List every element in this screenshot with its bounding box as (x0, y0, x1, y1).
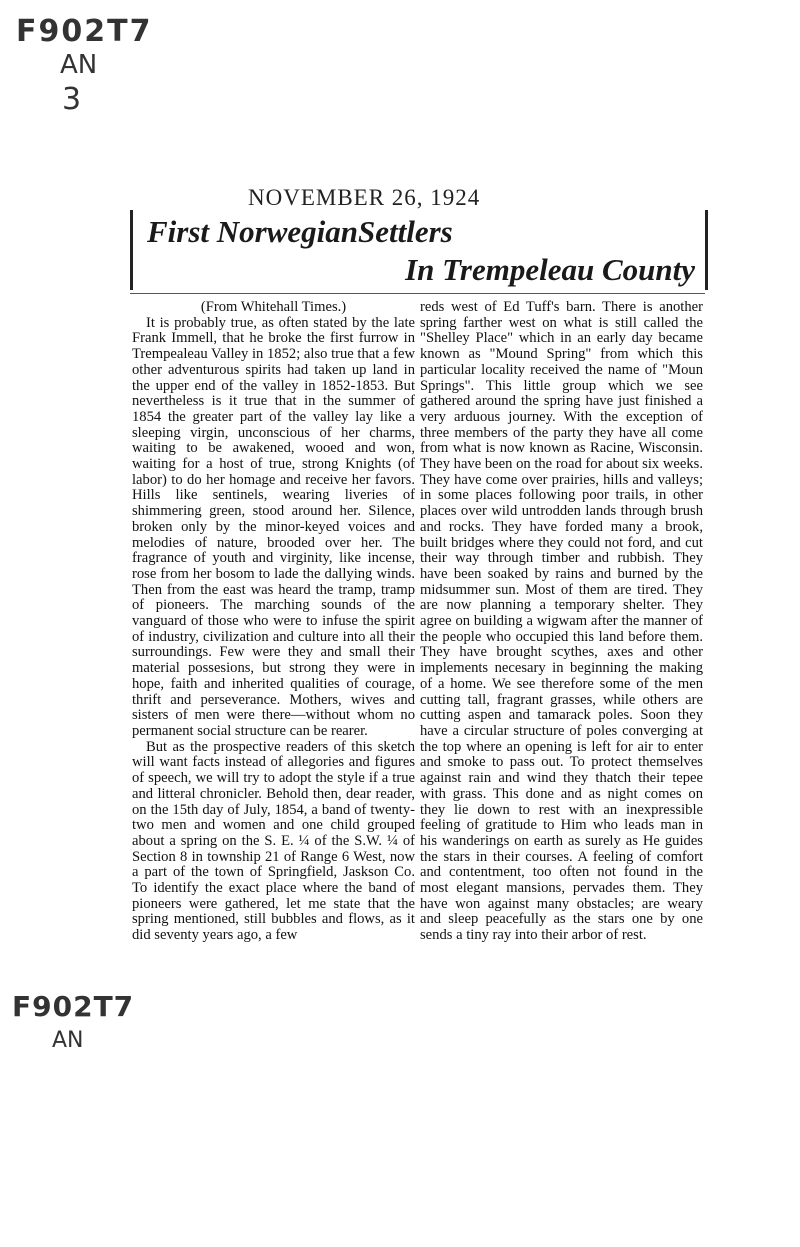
headline-box (130, 210, 708, 290)
handwritten-catalog-code: F902T7 (16, 14, 153, 49)
handwritten-margin-an: AN (52, 1028, 84, 1053)
handwritten-page-number: 3 (62, 82, 82, 117)
handwritten-an-note: AN (60, 50, 98, 80)
paragraph: It is probably true, as often stated by the late Frank Immell, that he broke the first furrow in Trempealeau Valley in 1852; also true that a few other adventurous spirits had taken up land in the upper end of the valley in 1852-1853. But nevertheless is it true that in the summer of 1854 the greater part of the valley lay like a sleeping virgin, unconscious of her charms, waiting to be awakened, wooed and won, waiting for a host of true, strong Knights (of labor) to do her homage and receive her favors. Hills like sentinels, wearing liveries of shimmering green, stood around her. Silence, broken only by the minor-keyed voices and melodies of nature, brooded over her. The fragrance of youth and virginity, like incense, rose from her bosom to lade the dallying winds. Then from the east was heard the tramp, tramp of pioneers. The marching sounds of the vanguard of those who were to infuse the spirit of industry, civilization and culture into all their surroundings. Few were they and small their material possesions, but strong they were in hope, faith and inherited qualities of courage, thrift and perseverance. Mothers, wives and sisters of men were there—without whom no permanent social structure can be rearer. (132, 314, 415, 739)
headline-line-2: In Trempeleau County (405, 252, 695, 287)
paragraph: But as the prospective readers of this sketch will want facts instead of allegories and figures of speech, we will try to adopt the style if a true and litteral chronicler. Behold then, dear reader, on the 15th day of July, 1854, a band of twenty-two men and women and one child grouped about a spring on the S. E. ¼ of the S.W. ¼ of Section 8 in township 21 of Range 6 West, now a part of the town of Springfield, Jaskson Co. To identify the exact place where the band of pioneers were gathered, let me state that the spring mentioned, still bubbles and flows, as it did seventy years ago, a few (132, 738, 415, 944)
headline-rule (130, 293, 705, 294)
article-column-left (132, 300, 415, 944)
article-column-right (420, 300, 703, 944)
article-date: NOVEMBER 26, 1924 (248, 185, 481, 210)
handwritten-margin-code: F902T7 (12, 990, 135, 1023)
headline-line-1: First NorwegianSettlers (147, 214, 453, 249)
paragraph: reds west of Ed Tuff's barn. There is another spring farther west on what is still called the "Shelley Place" which in an early day became known as "Mound Spring" from which this particular locality received the name of "Moun Springs". This little group which we see gathered around the spring have just finished a very arduous journey. With the exception of three members of the party they have all come from what is now known as Racine, Wisconsin. They have been on the road for about six weeks. They have come over prairies, hills and valleys; in some places following poor trails, in other places over wild untrodden lands through brush and rocks. They have forded many a brook, built bridges where they could not ford, and cut their way through timber and rubbish. They have been soaked by rains and burned by the midsummer sun. Most of them are tired. They are now planning a temporary shelter. They agree on building a wigwam after the manner of the people who occupied this land before them. They have brought scythes, axes and other implements necesary in beginning the making of a home. We see therefore some of the men cutting tall, fragrant grasses, while others are cutting aspen and tamarack poles. Soon they have a circular structure of poles converging at the top where an opening is left for air to enter and smoke to pass out. To protect themselves against rain and wind they thatch their tepee with grass. This done and as night comes on they lie down to rest with an inexpressible feeling of gratitude to Him who leads man in his wanderings on earth as surely as He guides the stars in their courses. A feeling of comfort and contentment, too often not found in the most elegant mansions, pervades them. They have won against many obstacles; are weary and sleep peacefully as the stars one by one sends a tiny ray into their arbor of rest. (420, 299, 703, 944)
article-source: (From Whitehall Times.) (200, 299, 347, 315)
